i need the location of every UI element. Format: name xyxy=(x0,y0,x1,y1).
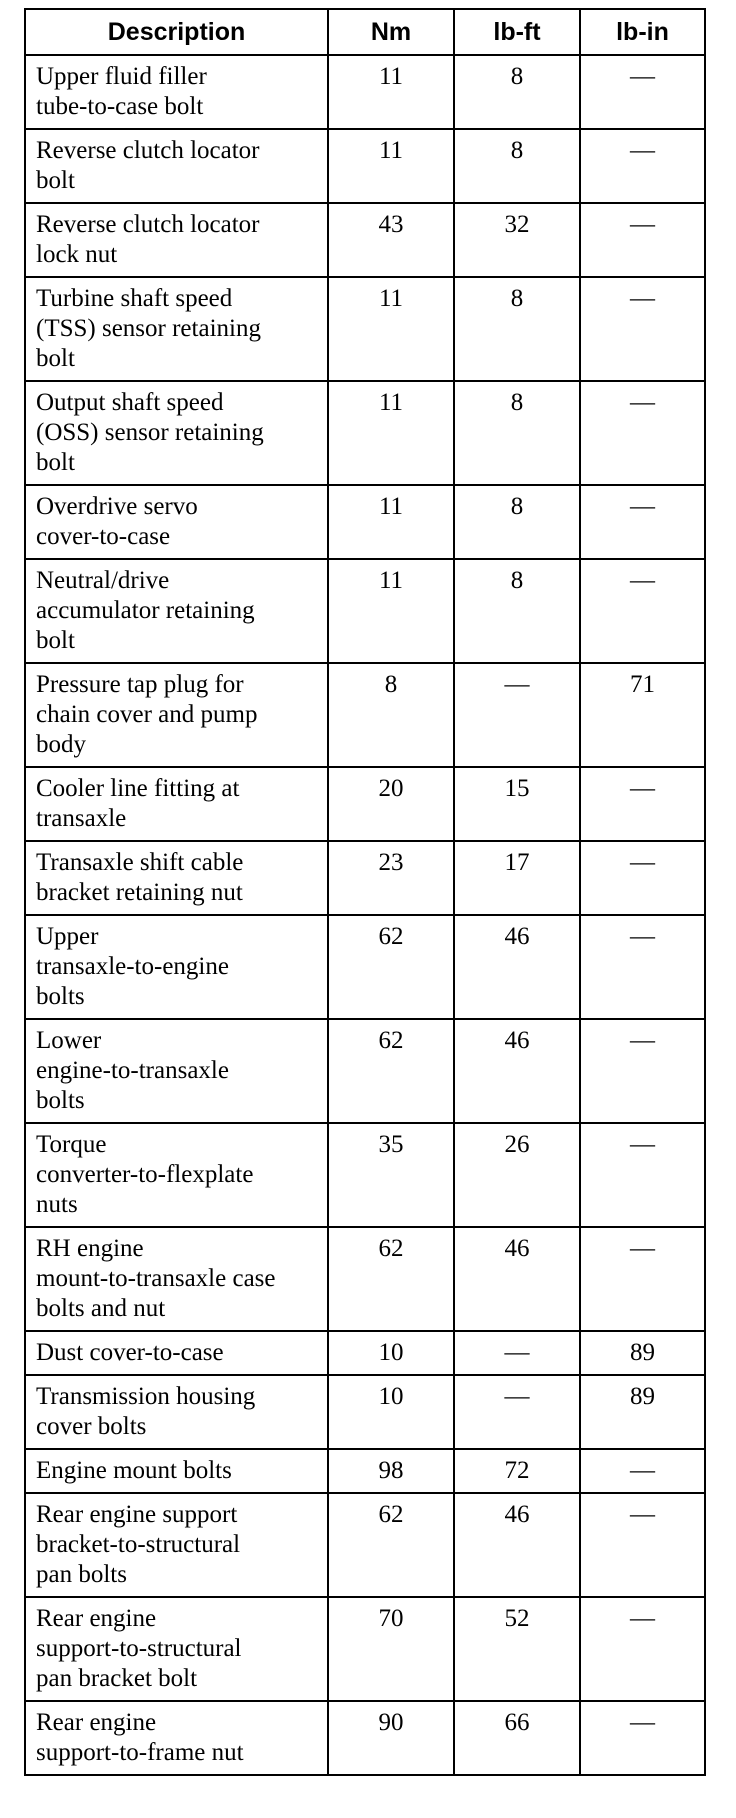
cell-lbft: 15 xyxy=(454,767,580,841)
cell-lbin: — xyxy=(580,1597,705,1701)
cell-lbin: — xyxy=(580,1227,705,1331)
description-line: support-to-frame nut xyxy=(36,1739,244,1766)
table-row xyxy=(25,1331,705,1375)
description-line: Cooler line fitting at xyxy=(36,775,240,802)
description-line: (OSS) sensor retaining xyxy=(36,419,264,446)
table-row xyxy=(25,203,705,277)
table-row xyxy=(25,277,705,381)
cell-nm: 62 xyxy=(328,1227,454,1331)
cell-lbft: — xyxy=(454,1375,580,1449)
description-line: transaxle-to-engine xyxy=(36,953,229,980)
description-line: transaxle xyxy=(36,805,127,832)
cell-lbft: 46 xyxy=(454,1493,580,1597)
cell-lbft: 8 xyxy=(454,381,580,485)
description-line: Rear engine xyxy=(36,1709,157,1736)
header-row xyxy=(25,9,705,55)
description-line: Upper fluid filler xyxy=(36,63,207,90)
cell-nm: 11 xyxy=(328,559,454,663)
header-description: Description xyxy=(25,9,328,55)
cell-lbft: 46 xyxy=(454,1019,580,1123)
cell-description xyxy=(25,381,328,485)
cell-description xyxy=(25,1597,328,1701)
cell-lbin: 71 xyxy=(580,663,705,767)
cell-lbin: — xyxy=(580,915,705,1019)
cell-lbft: 8 xyxy=(454,559,580,663)
cell-description xyxy=(25,841,328,915)
cell-nm: 98 xyxy=(328,1449,454,1493)
description-line: Output shaft speed xyxy=(36,389,224,416)
torque-spec-table xyxy=(24,8,706,1776)
description-line: bolt xyxy=(36,449,75,476)
description-line: bracket-to-structural xyxy=(36,1531,241,1558)
table-row xyxy=(25,129,705,203)
table-header xyxy=(25,9,705,55)
description-line: nuts xyxy=(36,1191,78,1218)
cell-description xyxy=(25,1493,328,1597)
cell-nm: 62 xyxy=(328,1019,454,1123)
description-line: engine-to-transaxle xyxy=(36,1057,229,1084)
cell-nm: 10 xyxy=(328,1331,454,1375)
table-row xyxy=(25,1701,705,1775)
cell-lbin: — xyxy=(580,1493,705,1597)
cell-description xyxy=(25,129,328,203)
description-line: mount-to-transaxle case xyxy=(36,1265,276,1292)
description-line: cover-to-case xyxy=(36,523,171,550)
cell-lbft: 46 xyxy=(454,1227,580,1331)
description-line: Turbine shaft speed xyxy=(36,285,233,312)
header-lbin: lb-in xyxy=(580,9,705,55)
cell-lbin: 89 xyxy=(580,1331,705,1375)
cell-lbft: — xyxy=(454,1331,580,1375)
description-line: Reverse clutch locator xyxy=(36,211,260,238)
table-row xyxy=(25,841,705,915)
table-row xyxy=(25,1227,705,1331)
cell-lbft: 8 xyxy=(454,485,580,559)
description-line: Transaxle shift cable xyxy=(36,849,244,876)
cell-lbft: 32 xyxy=(454,203,580,277)
description-line: converter-to-flexplate xyxy=(36,1161,254,1188)
cell-nm: 23 xyxy=(328,841,454,915)
table-row xyxy=(25,1597,705,1701)
cell-lbft: 66 xyxy=(454,1701,580,1775)
description-line: bolt xyxy=(36,345,75,372)
description-line: Engine mount bolts xyxy=(36,1457,232,1484)
cell-nm: 11 xyxy=(328,277,454,381)
cell-lbin: — xyxy=(580,1019,705,1123)
description-line: tube-to-case bolt xyxy=(36,93,204,120)
description-line: Torque xyxy=(36,1131,107,1158)
description-line: Lower xyxy=(36,1027,102,1054)
cell-lbin: — xyxy=(580,1123,705,1227)
cell-lbft: 26 xyxy=(454,1123,580,1227)
description-line: Transmission housing xyxy=(36,1383,256,1410)
description-line: Neutral/drive xyxy=(36,567,170,594)
table-row xyxy=(25,485,705,559)
cell-nm: 11 xyxy=(328,381,454,485)
header-lbft: lb-ft xyxy=(454,9,580,55)
cell-nm: 8 xyxy=(328,663,454,767)
description-line: (TSS) sensor retaining xyxy=(36,315,261,342)
table-row xyxy=(25,1375,705,1449)
cell-description xyxy=(25,1449,328,1493)
cell-description xyxy=(25,1331,328,1375)
cell-description xyxy=(25,1227,328,1331)
cell-lbft: — xyxy=(454,663,580,767)
description-line: RH engine xyxy=(36,1235,144,1262)
cell-nm: 62 xyxy=(328,915,454,1019)
description-line: bolt xyxy=(36,627,75,654)
cell-nm: 11 xyxy=(328,55,454,129)
cell-description xyxy=(25,1019,328,1123)
description-line: body xyxy=(36,731,86,758)
cell-description xyxy=(25,55,328,129)
description-line: lock nut xyxy=(36,241,118,268)
description-line: Reverse clutch locator xyxy=(36,137,260,164)
table-row xyxy=(25,1123,705,1227)
table-row xyxy=(25,915,705,1019)
table-row xyxy=(25,1019,705,1123)
cell-description xyxy=(25,1123,328,1227)
cell-lbin: — xyxy=(580,841,705,915)
header-nm: Nm xyxy=(328,9,454,55)
table-row xyxy=(25,1449,705,1493)
cell-description xyxy=(25,663,328,767)
table-row xyxy=(25,55,705,129)
cell-lbft: 8 xyxy=(454,55,580,129)
description-line: Pressure tap plug for xyxy=(36,671,244,698)
description-line: bolts xyxy=(36,983,85,1010)
description-line: Rear engine xyxy=(36,1605,157,1632)
cell-description xyxy=(25,1701,328,1775)
cell-description xyxy=(25,559,328,663)
description-line: chain cover and pump xyxy=(36,701,258,728)
table-body xyxy=(25,55,705,1775)
cell-nm: 11 xyxy=(328,129,454,203)
cell-nm: 70 xyxy=(328,1597,454,1701)
table-row xyxy=(25,559,705,663)
cell-lbin: — xyxy=(580,129,705,203)
cell-lbft: 46 xyxy=(454,915,580,1019)
cell-nm: 62 xyxy=(328,1493,454,1597)
cell-description xyxy=(25,915,328,1019)
cell-description xyxy=(25,277,328,381)
cell-lbft: 8 xyxy=(454,129,580,203)
cell-lbft: 8 xyxy=(454,277,580,381)
description-line: cover bolts xyxy=(36,1413,147,1440)
table-row xyxy=(25,663,705,767)
description-line: bolts xyxy=(36,1087,85,1114)
cell-lbin: — xyxy=(580,485,705,559)
description-line: Rear engine support xyxy=(36,1501,238,1528)
cell-description xyxy=(25,203,328,277)
description-line: Overdrive servo xyxy=(36,493,198,520)
table-row xyxy=(25,1493,705,1597)
cell-lbin: — xyxy=(580,1449,705,1493)
description-line: accumulator retaining xyxy=(36,597,255,624)
cell-nm: 10 xyxy=(328,1375,454,1449)
cell-nm: 43 xyxy=(328,203,454,277)
description-line: bolts and nut xyxy=(36,1295,166,1322)
cell-description xyxy=(25,1375,328,1449)
cell-nm: 35 xyxy=(328,1123,454,1227)
cell-lbin: — xyxy=(580,1701,705,1775)
description-line: bolt xyxy=(36,167,75,194)
cell-lbft: 52 xyxy=(454,1597,580,1701)
cell-lbin: 89 xyxy=(580,1375,705,1449)
cell-description xyxy=(25,485,328,559)
description-line: support-to-structural xyxy=(36,1635,242,1662)
cell-lbin: — xyxy=(580,381,705,485)
cell-lbin: — xyxy=(580,203,705,277)
description-line: pan bolts xyxy=(36,1561,127,1588)
cell-lbin: — xyxy=(580,55,705,129)
description-line: bracket retaining nut xyxy=(36,879,243,906)
table-row xyxy=(25,381,705,485)
cell-lbin: — xyxy=(580,277,705,381)
description-line: pan bracket bolt xyxy=(36,1665,198,1692)
cell-lbin: — xyxy=(580,559,705,663)
cell-nm: 90 xyxy=(328,1701,454,1775)
description-line: Dust cover-to-case xyxy=(36,1339,224,1366)
table-row xyxy=(25,767,705,841)
description-line: Upper xyxy=(36,923,99,950)
cell-nm: 11 xyxy=(328,485,454,559)
cell-description xyxy=(25,767,328,841)
cell-lbft: 72 xyxy=(454,1449,580,1493)
cell-lbin: — xyxy=(580,767,705,841)
cell-lbft: 17 xyxy=(454,841,580,915)
cell-nm: 20 xyxy=(328,767,454,841)
